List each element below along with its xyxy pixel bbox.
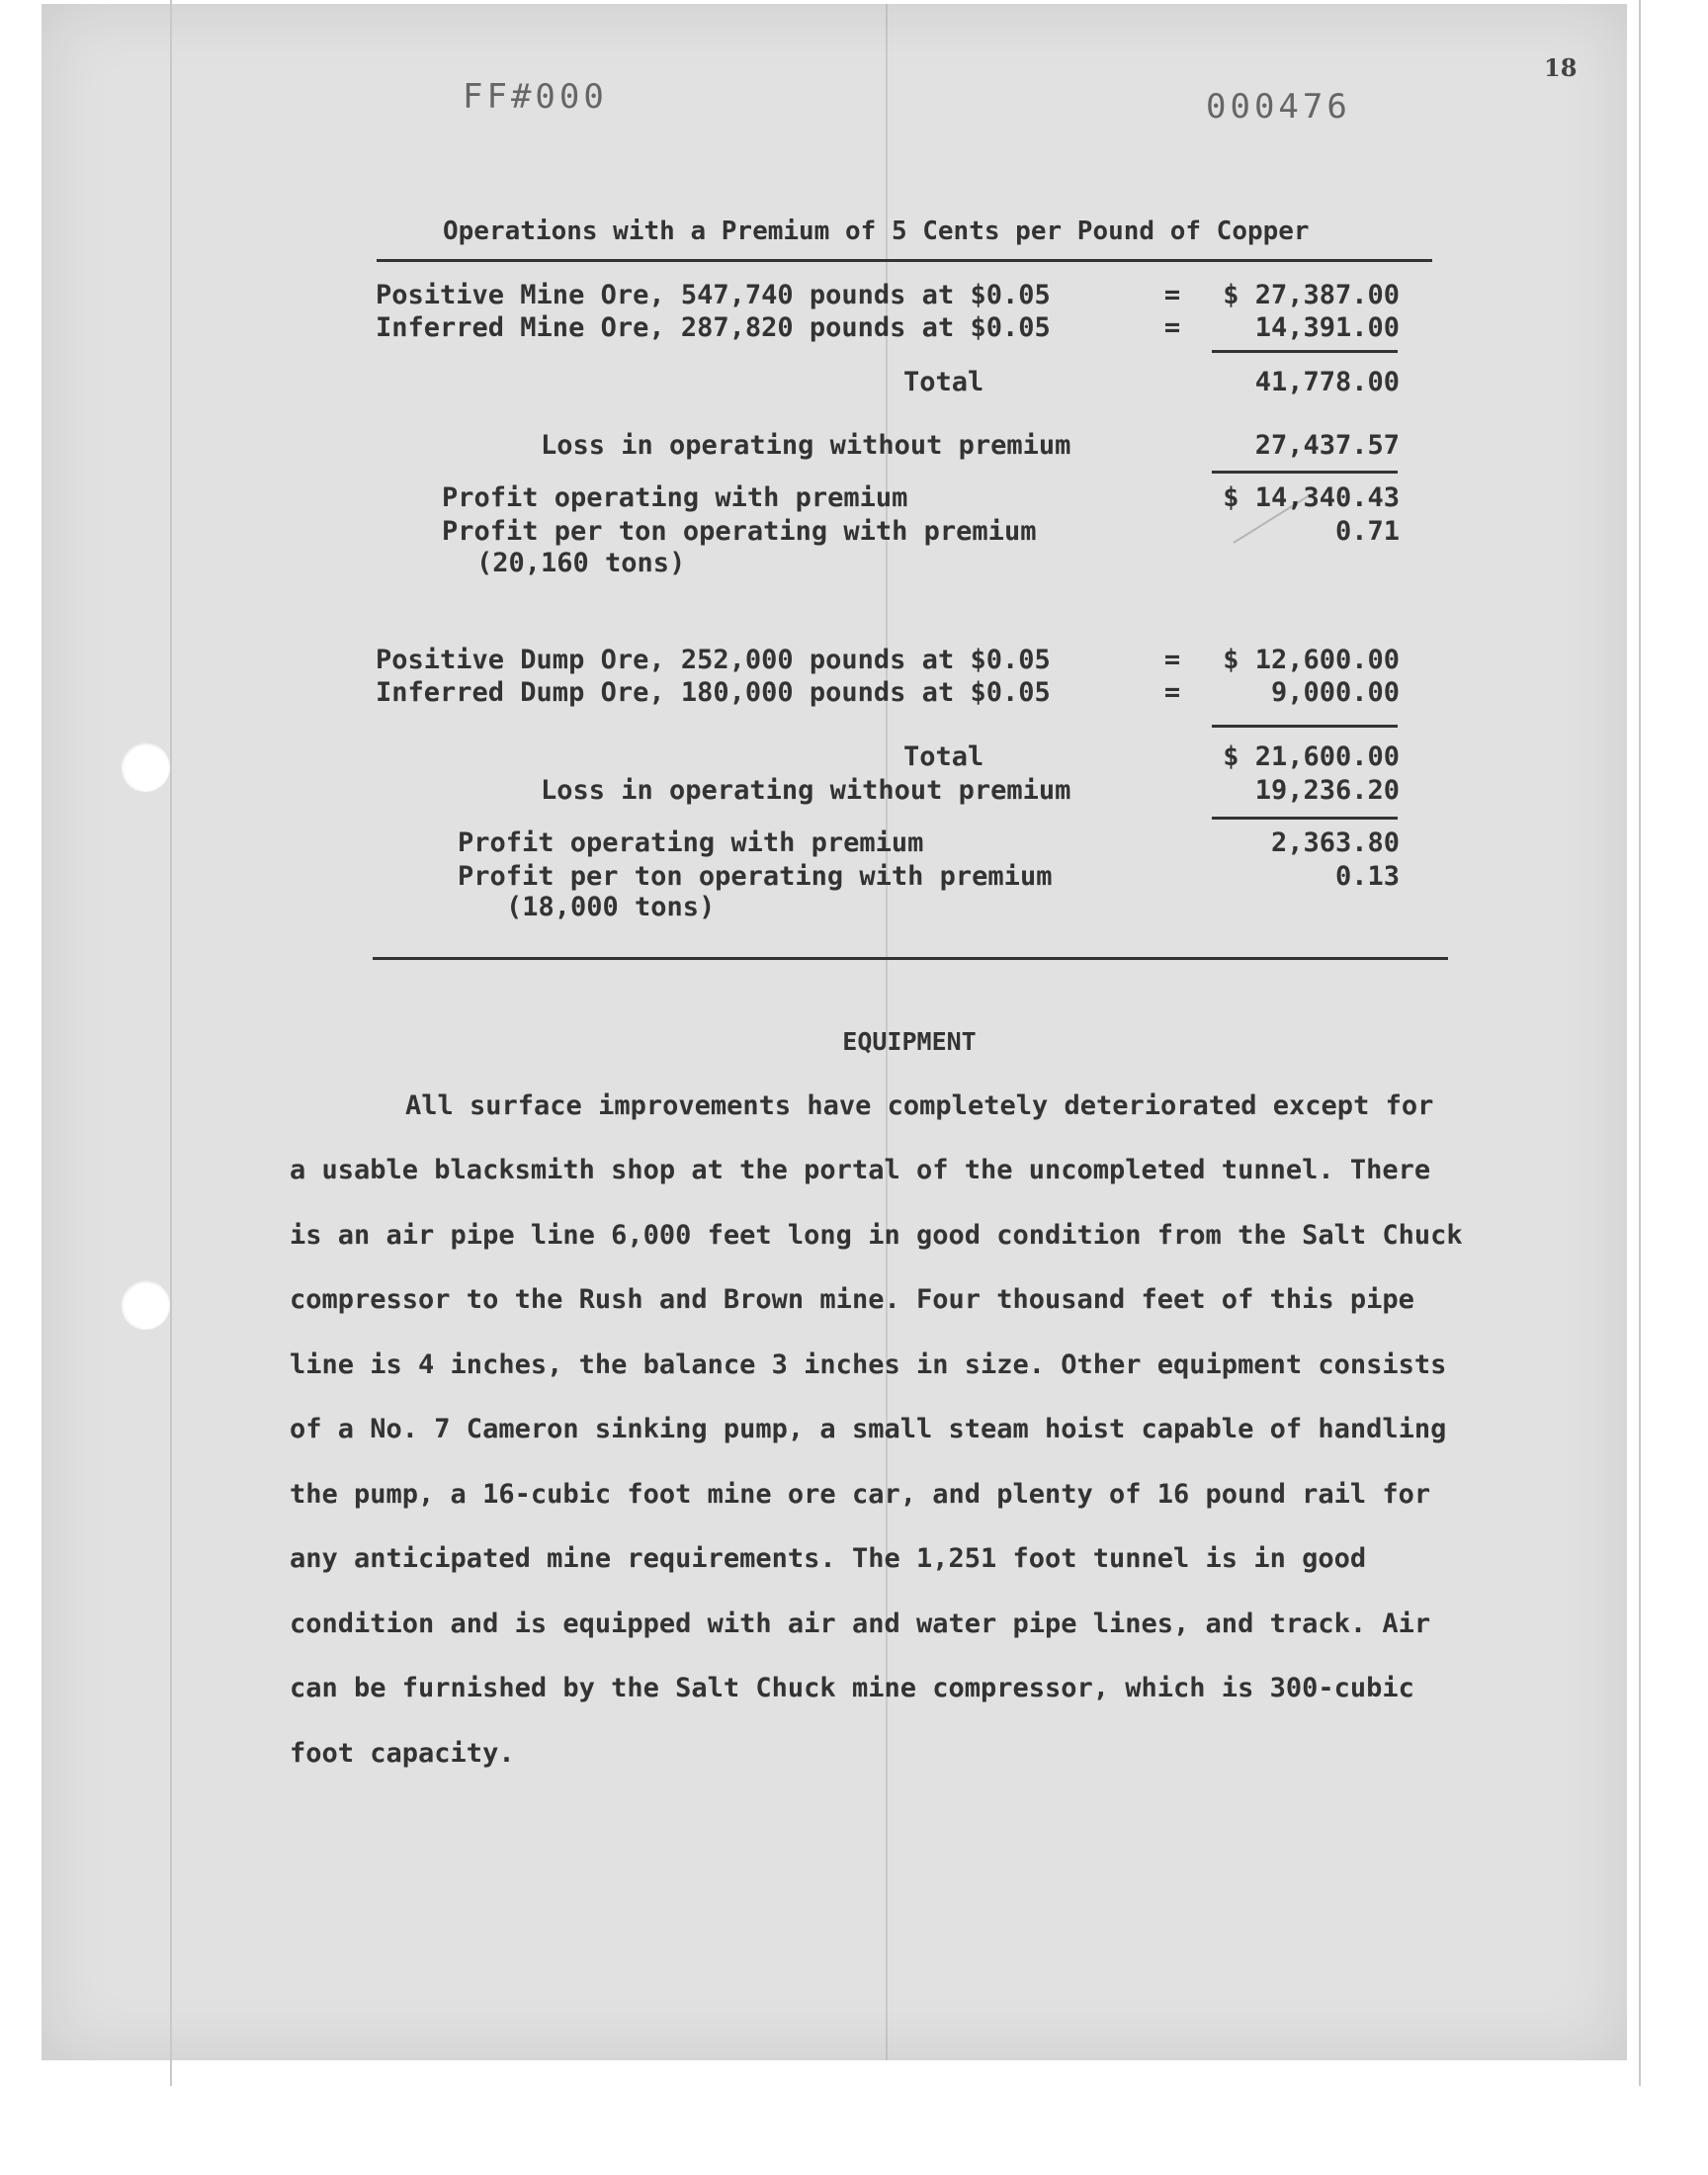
mine-positive-op: = xyxy=(1163,280,1181,310)
dump-positive-label: Positive Dump Ore, 252,000 pounds at $0.05 xyxy=(376,645,1051,675)
mine-profit-amount: $ 14,340.43 xyxy=(1223,482,1400,513)
paragraph-line: line is 4 inches, the balance 3 inches in size. Other equipment consists xyxy=(290,1349,1447,1380)
dump-subtotal-rule xyxy=(1212,725,1398,728)
mine-subtotal-rule xyxy=(1212,350,1398,353)
stamp-right: 000476 xyxy=(1206,87,1351,127)
mine-total-label: Total xyxy=(903,367,984,397)
mine-inferred-label: Inferred Mine Ore, 287,820 pounds at $0.05 xyxy=(376,312,1051,343)
dump-profit-label: Profit operating with premium xyxy=(458,827,924,858)
page-number: 18 xyxy=(1544,53,1578,82)
dump-positive-op: = xyxy=(1163,645,1181,675)
mine-loss-amount: 27,437.57 xyxy=(1254,430,1400,461)
dump-inferred-op: = xyxy=(1163,677,1181,708)
paragraph-line: compressor to the Rush and Brown mine. Four thousand feet of this pipe xyxy=(290,1284,1414,1315)
mine-positive-label: Positive Mine Ore, 547,740 pounds at $0.05 xyxy=(376,280,1051,310)
dump-total-label: Total xyxy=(903,741,984,772)
mine-positive-amount: $ 27,387.00 xyxy=(1223,280,1400,310)
mine-per-ton-label: Profit per ton operating with premium xyxy=(442,516,1037,547)
dump-tons: (18,000 tons) xyxy=(506,892,716,922)
dump-inferred-label: Inferred Dump Ore, 180,000 pounds at $0.05 xyxy=(376,677,1051,708)
punch-hole-upper xyxy=(121,742,170,792)
dump-per-ton-label: Profit per ton operating with premium xyxy=(458,861,1053,892)
mine-total-amount: 41,778.00 xyxy=(1254,367,1400,397)
stamp-left: FF#000 xyxy=(463,77,608,117)
dump-per-ton-amount: 0.13 xyxy=(1334,861,1400,892)
mine-loss-label: Loss in operating without premium xyxy=(541,430,1071,461)
dump-inferred-amount: 9,000.00 xyxy=(1270,677,1400,708)
equipment-heading: EQUIPMENT xyxy=(842,1027,977,1056)
punch-hole-lower xyxy=(121,1280,170,1330)
paragraph-line: foot capacity. xyxy=(290,1738,515,1769)
table-title: Operations with a Premium of 5 Cents per Pound of Copper xyxy=(443,217,1310,246)
dump-total-amount: $ 21,600.00 xyxy=(1223,741,1400,772)
mine-inferred-op: = xyxy=(1163,312,1181,343)
paragraph-line: the pump, a 16-cubic foot mine ore car, and plenty of 16 pound rail for xyxy=(290,1479,1431,1510)
paragraph-line: of a No. 7 Cameron sinking pump, a small steam hoist capable of handling xyxy=(290,1414,1447,1444)
dump-positive-amount: $ 12,600.00 xyxy=(1223,645,1400,675)
paragraph-line: is an air pipe line 6,000 feet long in good condition from the Salt Chuck xyxy=(290,1220,1463,1251)
mine-per-ton-amount: 0.71 xyxy=(1334,516,1400,547)
table-bottom-rule xyxy=(373,957,1448,960)
dump-loss-label: Loss in operating without premium xyxy=(541,775,1071,806)
dump-profit-amount: 2,363.80 xyxy=(1270,827,1400,858)
dump-loss-amount: 19,236.20 xyxy=(1254,775,1400,806)
paragraph-line: can be furnished by the Salt Chuck mine compressor, which is 300-cubic xyxy=(290,1673,1414,1703)
paragraph-line: All surface improvements have completely deteriorated except for xyxy=(405,1090,1434,1121)
mine-tons: (20,160 tons) xyxy=(476,548,686,578)
table-top-rule xyxy=(377,259,1432,262)
paragraph-line: condition and is equipped with air and water pipe lines, and track. Air xyxy=(290,1609,1431,1639)
mine-loss-rule xyxy=(1212,471,1398,474)
mine-inferred-amount: 14,391.00 xyxy=(1254,312,1400,343)
paragraph-line: a usable blacksmith shop at the portal of the uncompleted tunnel. There xyxy=(290,1155,1431,1185)
paragraph-line: any anticipated mine requirements. The 1,251 foot tunnel is in good xyxy=(290,1543,1367,1574)
dump-loss-rule xyxy=(1212,817,1398,820)
mine-profit-label: Profit operating with premium xyxy=(442,482,908,513)
